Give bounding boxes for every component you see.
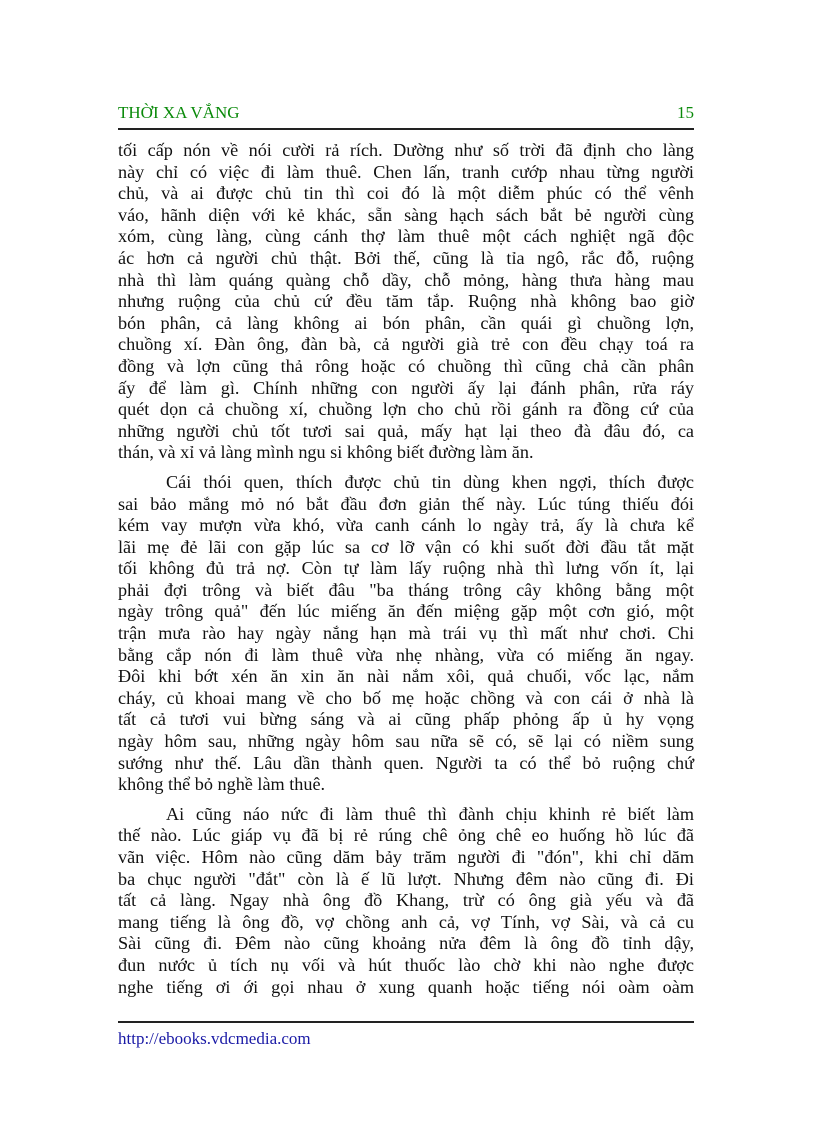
text-line: những người chủ tốt tươi sai quả, mấy hạt lại theo đà đâu đó, ca xyxy=(118,420,694,441)
text-line: bón phân, cả làng không ai bón phân, cần quái gì chuồng lợn, xyxy=(118,312,694,333)
text-line: Cái thói quen, thích được chủ tin dùng khen ngợi, thích được xyxy=(166,471,694,492)
text-line: cháy, củ khoai mang về cho bố mẹ hoặc chồng và con cái ở nhà là xyxy=(118,687,694,708)
book-title: THỜI XA VẮNG xyxy=(118,103,240,122)
text-line: váo, hãnh diện với kẻ khác, sẵn sàng hạch sách bắt bẻ người cùng xyxy=(118,204,694,225)
text-line: Đôi khi bớt xén ăn xin ăn nài nắm xôi, quả chuối, vốc lạc, nắm xyxy=(118,666,694,687)
text-line: quét dọn cả chuồng xí, chuồng lợn cho chủ rồi gánh ra đồng cứ của xyxy=(118,399,694,420)
text-line: tất cả làng. Ngay nhà ông đồ Khang, trừ có ông già yếu và đã xyxy=(118,890,694,911)
text-line: sai bảo mắng mỏ nó bắt đầu đơn giản thế này. Lúc túng thiếu đói xyxy=(118,493,694,514)
text-line: trận mưa rào hay ngày nắng hạn mà trái vụ thì mất như chơi. Chi xyxy=(118,623,694,644)
paragraph xyxy=(118,140,694,464)
text-line: xóm, cùng làng, cùng cánh thợ làm thuê một cách nghiệt ngã độc xyxy=(118,226,694,247)
text-line: ngày hôm sau, những ngày hôm sau nữa sẽ có, sẽ lại có niềm sung xyxy=(118,731,694,752)
text-line: phải đợi trông và biết đâu "ba tháng trông cây không bằng một xyxy=(118,579,694,600)
page-number: 15 xyxy=(677,103,694,122)
text-line: tất cả tươi vui bừng sáng và ai cũng phấp phỏng ấp ủ hy vọng xyxy=(118,709,694,730)
text-line: nghe tiếng ơi ới gọi nhau ở xung quanh hoặc tiếng nói oàm oàm xyxy=(118,976,694,997)
text-line: ấy để làm gì. Chính những con người ấy lại đánh phân, rửa ráy xyxy=(118,377,694,398)
running-header xyxy=(118,100,694,130)
text-line: lãi mẹ đẻ lãi con gặp lúc sa cơ lỡ vận có khi suốt đời đầu tắt mặt xyxy=(118,536,694,557)
text-line: nhưng ruộng của chủ cứ đều tăm tắp. Ruộng nhà không bao giờ xyxy=(118,291,694,312)
text-line: mang tiếng là ông đồ, vợ chồng anh cả, vợ Tính, vợ Sài, và cả cu xyxy=(118,911,694,932)
text-line: kém vay mượn vừa khó, vừa canh cánh lo ngày trả, ấy là chưa kể xyxy=(118,515,694,536)
text-line: Ai cũng náo nức đi làm thuê thì đành chịu khinh rẻ biết làm xyxy=(166,803,694,824)
page-body xyxy=(118,140,694,1006)
text-line: thế nào. Lúc giáp vụ đã bị rẻ rúng chê ỏng chê eo huống hồ lúc đã xyxy=(118,825,694,846)
text-line: Sài cũng đi. Đêm nào cũng khoảng nửa đêm là ông đồ tỉnh dậy, xyxy=(118,933,694,954)
text-line: vãn việc. Hôm nào cũng dăm bảy trăm người đi "đón", khi chỉ dăm xyxy=(118,847,694,867)
text-line: tối không đủ trả nợ. Còn tự làm lấy ruộng nhà thì lưng vốn ít, lại xyxy=(118,558,694,579)
text-line: đồng và lợn cũng thả rông hoặc có chuồng thì cũng chả cần phân xyxy=(118,355,694,376)
text-line: này chỉ có việc đi làm thuê. Chen lấn, tranh cướp nhau từng người xyxy=(118,161,694,182)
page-footer xyxy=(118,1021,694,1049)
text-line: chủ, và ai được chủ tin thì coi đó là một diễm phúc có thể vênh xyxy=(118,183,694,204)
paragraph xyxy=(118,472,694,796)
text-line: ác hơn cả người chủ thật. Bởi thế, cũng là tỉa ngô, rắc đỗ, ruộng xyxy=(118,247,694,268)
text-line: sướng như thế. Lâu dần thành quen. Người ta có thể bỏ ruộng chứ xyxy=(118,752,694,773)
text-line: tối cấp nón về nói cười rả rích. Dường như số trời đã định cho làng xyxy=(118,140,694,160)
footer-link[interactable]: http://ebooks.vdcmedia.com xyxy=(118,1029,311,1048)
text-line: bằng cắp nón đi làm thuê vừa nhẹ nhàng, vừa có miếng ăn ngay. xyxy=(118,644,694,665)
text-line: ngày trông quả" đến lúc miếng ăn đến miệng gặp một cơn gió, một xyxy=(118,601,694,622)
text-line: chuồng xí. Đàn ông, đàn bà, cả người già trẻ con đều chạy toá ra xyxy=(118,334,694,355)
paragraph xyxy=(118,804,694,998)
text-line: đun nước ủ tích nụ vối và hút thuốc lào chờ khi nào nghe được xyxy=(118,954,694,975)
text-line: thán, và xỉ vả làng mình ngu si không biết đường làm ăn. xyxy=(118,442,534,463)
text-line: nhà thì làm quáng quàng chỗ dầy, chỗ mỏng, hàng thưa hàng mau xyxy=(118,269,694,290)
text-line: ba chục người "đắt" còn là ế lũ lượt. Nhưng đêm nào cũng đi. Đi xyxy=(118,868,694,889)
text-line: không thể bỏ nghề làm thuê. xyxy=(118,774,326,795)
